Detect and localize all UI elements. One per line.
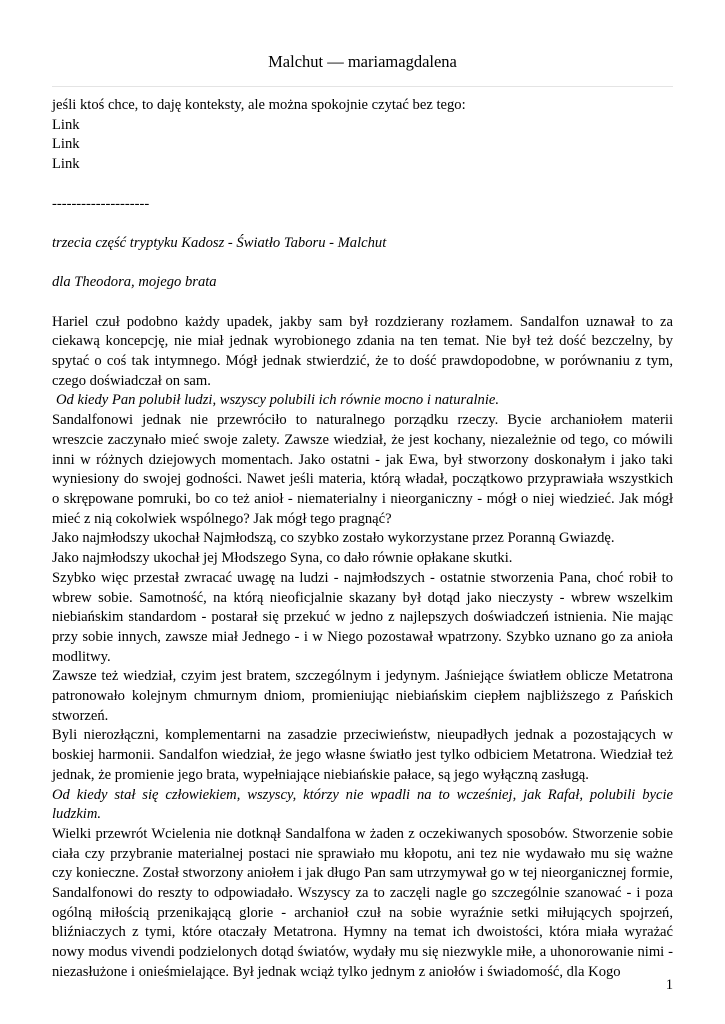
context-link-1[interactable]: Link xyxy=(52,116,80,133)
subtitle: trzecia część tryptyku Kadosz - Światło Taboru - Malchut xyxy=(52,234,387,251)
spacer xyxy=(52,175,673,195)
intro-note: jeśli ktoś chce, to daję konteksty, ale można spokojnie czytać bez tego: xyxy=(52,97,466,113)
italic-paragraph: Od kiedy Pan polubił ludzi, wszyscy polubili ich równie mocno i naturalnie. xyxy=(56,392,500,409)
italic-paragraph: Od kiedy stał się człowiekiem, wszyscy, którzy nie wpadli na to wcześniej, jak Rafał, polubili bycie ludzkim. xyxy=(52,786,673,823)
body-paragraph: Zawsze też wiedział, czyim jest bratem, szczególnym i jedynym. Jaśniejące światłem oblicze Metatrona patronowało kolejnym chmurnym dniom, promieniując niebiańskim ciepłem najbliższego z Pańskich stworzeń. xyxy=(52,668,673,724)
body-paragraph: Wielki przewrót Wcielenia nie dotknął Sandalfona w żaden z oczekiwanych sposobów. Stworzenie sobie ciała czy przybranie materialnej postaci nie sprawiało mu kłopotu, ani tez nie wydawało mu się ważne czy konieczne. Został stworzony aniołem i jak długo Pan sam utrzymywał go w tej nieorganicznej formie, Sandalfonowi do reszty to odpowiadało. Wszyscy za to zaczęli nagle go szczególnie szanować - i poza ogólną miłością przenikającą glorie - archanioł czuł na sobie wyraźnie setki miłujących spojrzeń, bliźniaczych z tymi, które otaczały Metatrona. Hymny na temat ich dwoistości, która miała wyrażać nowy modus vivendi podzielonych dotąd światów, wydały mu się niezwykle miłe, a uhonorowanie nimi - niezasłużone i onieśmielające. Był jednak wciąż tylko jednym z aniołów i świadomość, dla Kogo xyxy=(52,825,673,980)
header-divider xyxy=(52,86,673,87)
dedication: dla Theodora, mojego brata xyxy=(52,274,217,291)
spacer xyxy=(52,254,673,274)
page-title: Malchut — mariamagdalena xyxy=(268,52,457,71)
body-paragraph: Jako najmłodszy ukochał Najmłodszą, co szybko zostało wykorzystane przez Poranną Gwiazdę. xyxy=(52,530,615,547)
document-body xyxy=(52,96,673,983)
page-number: 1 xyxy=(665,977,673,993)
spacer xyxy=(52,214,673,234)
body-paragraph: Szybko więc przestał zwracać uwagę na ludzi - najmłodszych - ostatnie stworzenia Pana, choć robił to wbrew sobie. Samotność, na którą nieoficjalnie skazany był dotąd jako nieczysty - wbrew wszelkim niebiańskim standardom - postarał się przekuć w jedno z najlepszych doświadczeń istnienia. Nie mając przy sobie innych, zawsze miał Jednego - i w Niego pozostawał wpatrzony. Szybko uznano go za anioła modlitwy. xyxy=(52,569,673,665)
section-separator: -------------------- xyxy=(52,195,150,212)
body-paragraph: Hariel czuł podobno każdy upadek, jakby sam był rozdzierany rozłamem. Sandalfon uznawał to za ciekawą koncepcję, nie miał jednak wyrobionego zdania na ten temat. Nie był też dość bezczelny, by spytać o coś tak intymnego. Mógł jednak stwierdzić, że to dość prawdopodobne, w porównaniu z tym, czego doświadczał on sam. xyxy=(52,313,673,389)
body-paragraph: Sandalfonowi jednak nie przewróciło to naturalnego porządku rzeczy. Bycie archaniołem materii wreszcie zaczynało mieć swoje zalety. Zawsze wiedział, że jest kochany, niezależnie od tego, co mówili inni w różnych dziejowych momentach. Jako ostatni - jak Ewa, był stworzony doskonałym i jako taki wyniesiony do swojej godności. Nawet jeśli materia, którą władał, początkowo przyprawiała wszystkich o skrępowane pomruki, bo co też anioł - niematerialny i nieorganiczny - mógł o niej wiedzieć. Jak mógł mieć z nią cokolwiek wspólnego? Jak mógł tego pragnąć? xyxy=(52,412,673,527)
body-paragraph: Byli nierozłączni, komplementarni na zasadzie przeciwieństw, nieupadłych jednak a pozostających w boskiej harmonii. Sandalfon wiedział, że jego własne światło jest tylko odbiciem Metatrona. Wiedział też jednak, że promienie jego brata, wypełniające niebiańskie pałace, są jego wyłączną zasługą. xyxy=(52,727,673,783)
body-paragraph: Jako najmłodszy ukochał jej Młodszego Syna, co dało równie opłakane skutki. xyxy=(52,550,513,567)
context-link-2[interactable]: Link xyxy=(52,136,80,153)
spacer xyxy=(52,293,673,313)
context-link-3[interactable]: Link xyxy=(52,156,80,173)
